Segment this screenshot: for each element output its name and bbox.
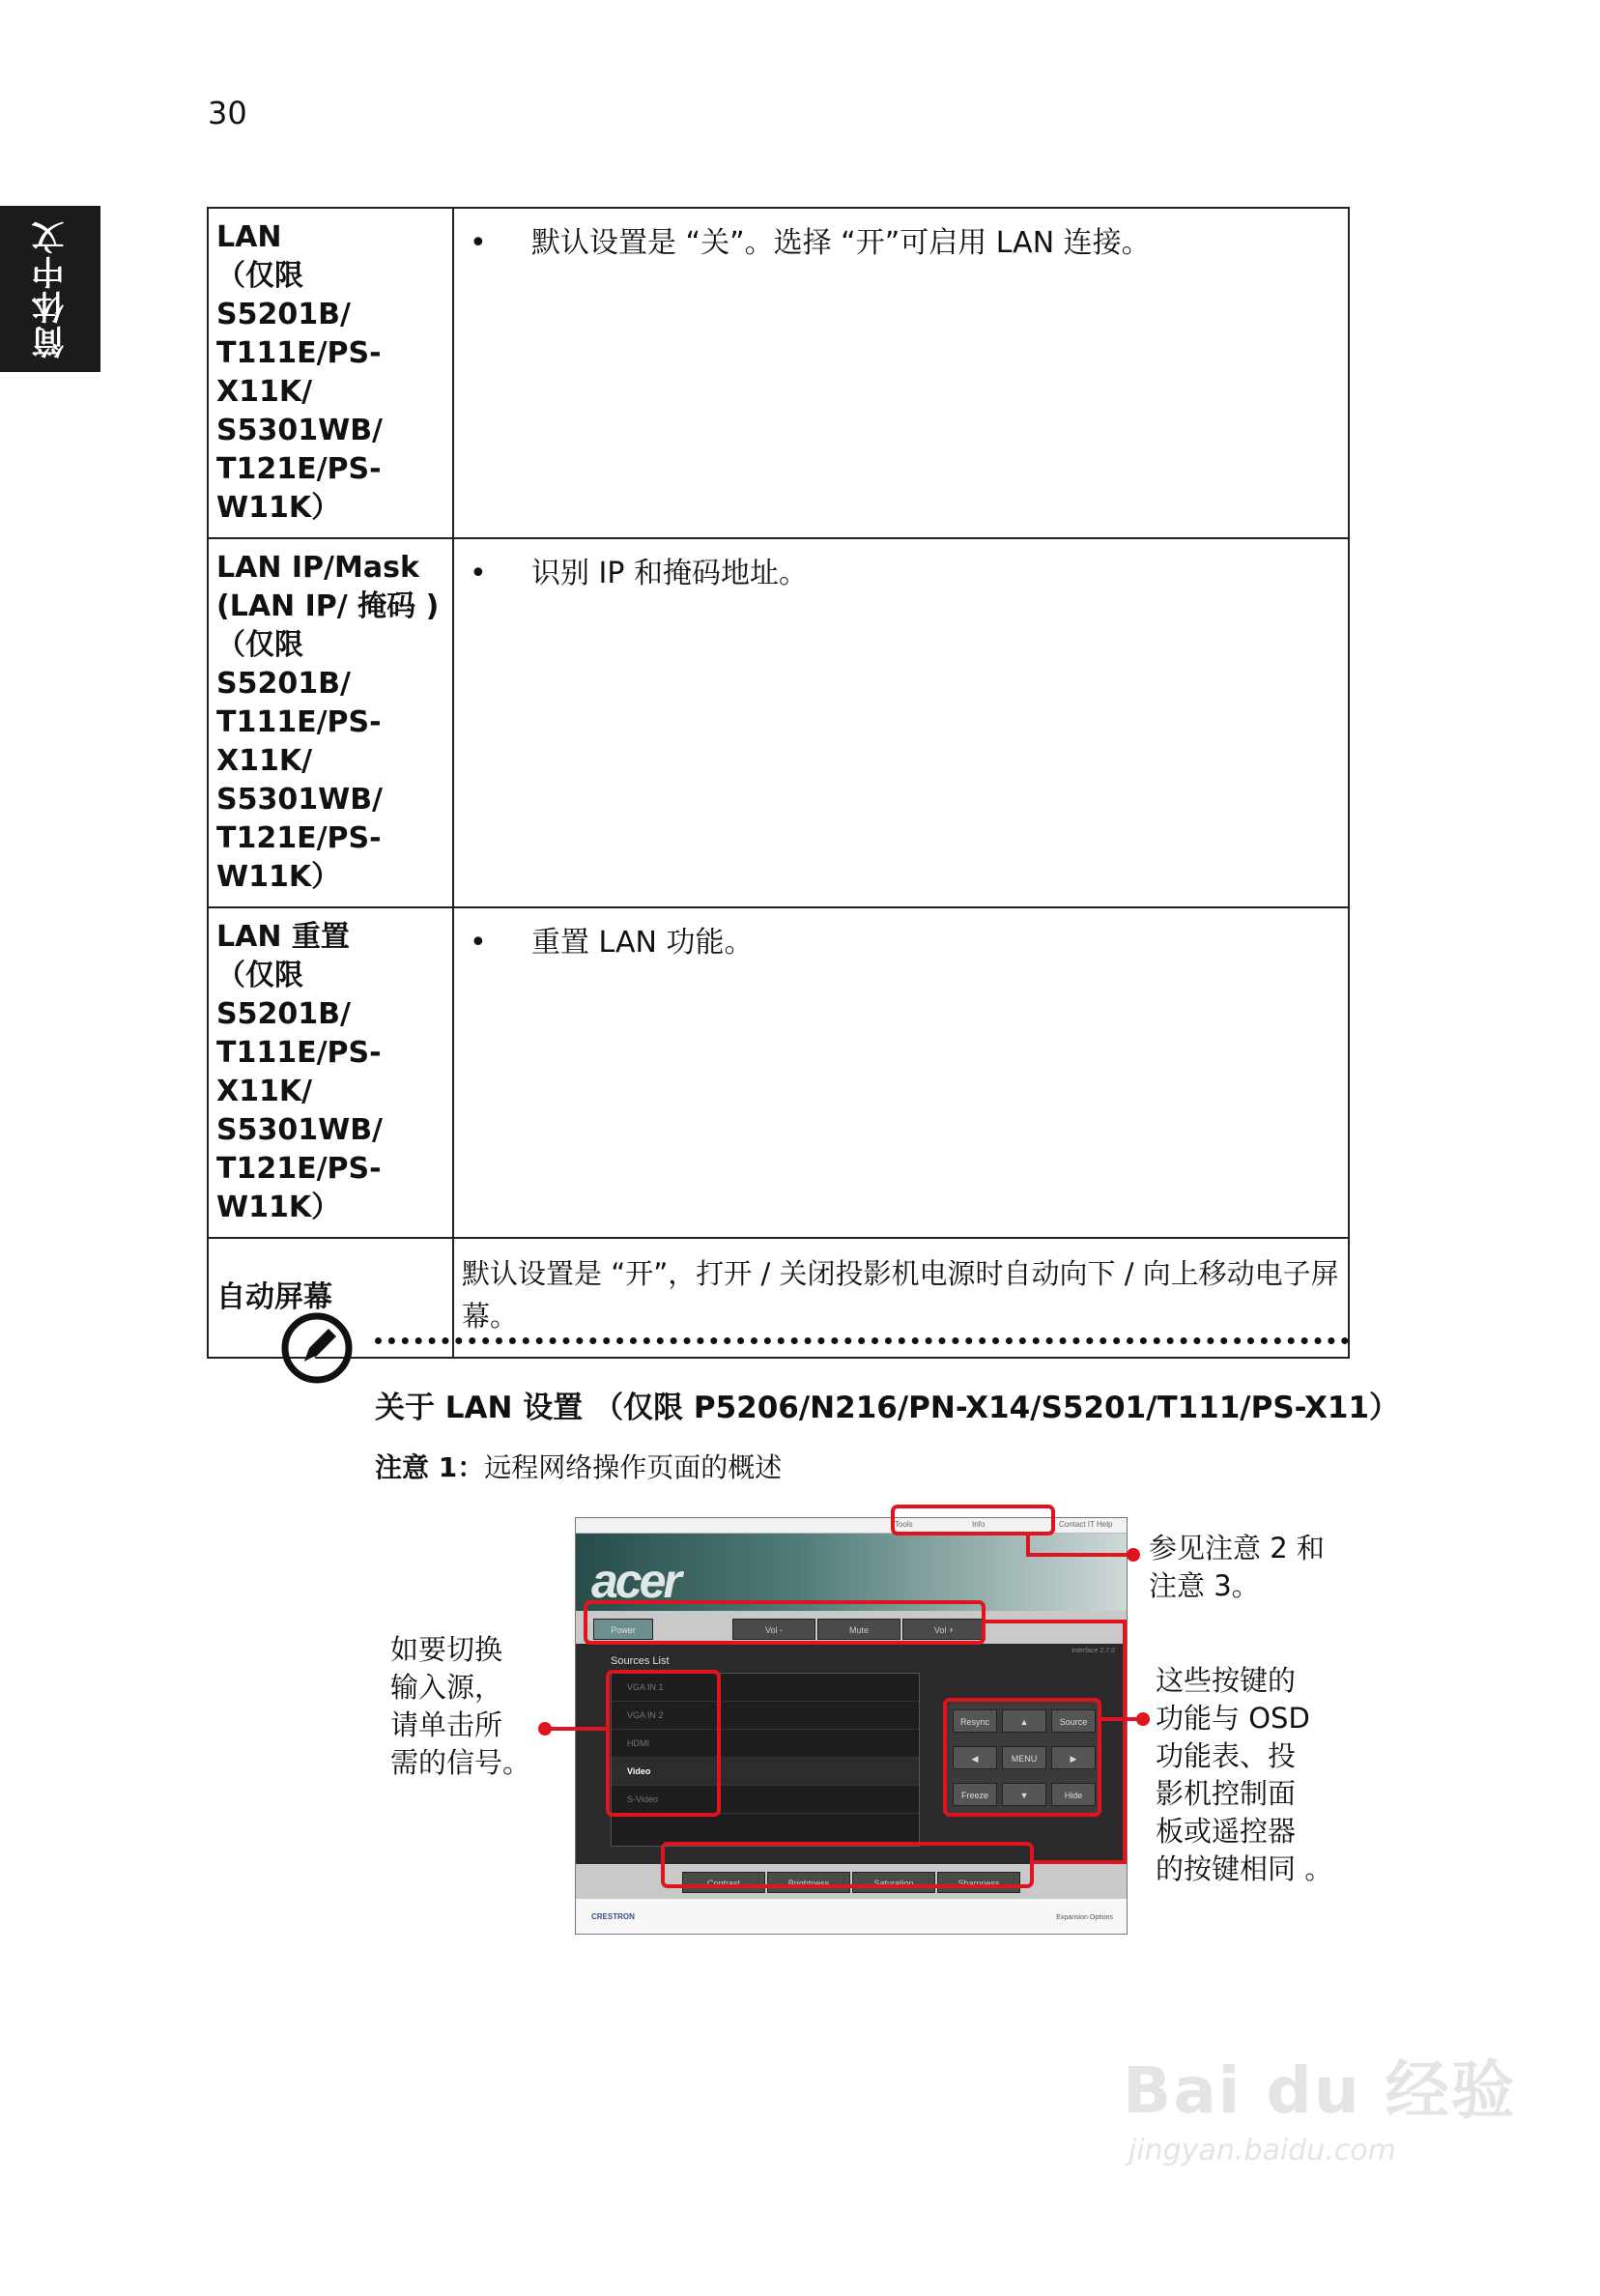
callout-line (1032, 1860, 1127, 1864)
source-s-video[interactable]: S-Video (612, 1786, 919, 1814)
callout-line (1123, 1620, 1127, 1864)
vol-down-button[interactable]: Vol - (732, 1619, 815, 1640)
resync-button[interactable]: Resync (953, 1709, 997, 1733)
hide-button[interactable]: Hide (1051, 1783, 1096, 1806)
highlight-nav-buttons (584, 1600, 986, 1645)
setting-desc-text: 重置 LAN 功能。 (531, 926, 754, 960)
callout-line (547, 1727, 608, 1731)
note-pen-icon (280, 1311, 354, 1385)
contact-link[interactable]: Contact IT Help (1059, 1520, 1113, 1529)
callout-osd-buttons: 这些按键的 功能与 OSD 功能表、投 影机控制面 板或遥控器 的按键相同 。 (1156, 1664, 1333, 1885)
saturation-button[interactable]: Saturation (852, 1872, 935, 1893)
down-button[interactable]: ▼ (1002, 1783, 1046, 1806)
bullet: • (470, 557, 487, 590)
highlight-sources (606, 1670, 721, 1817)
setting-desc-lan-reset (453, 907, 1349, 1238)
crestron-logo: CRESTRON (591, 1912, 635, 1921)
source-button[interactable]: Source (1051, 1709, 1096, 1733)
right-button[interactable]: ▶ (1051, 1746, 1096, 1769)
settings-table (207, 207, 1350, 1359)
callout-see-notes: 参见注意 2 和 注意 3。 (1149, 1532, 1325, 1602)
language-tab-label: 简体中文 (31, 219, 71, 359)
left-button[interactable]: ◀ (953, 1746, 997, 1769)
acer-banner (576, 1534, 1128, 1611)
baidu-watermark-url: jingyan.baidu.com (1129, 2134, 1396, 2167)
table-row (208, 907, 1349, 1238)
callout-dot (1136, 1712, 1150, 1726)
callout-dot (1127, 1548, 1140, 1562)
bullet: • (470, 926, 487, 960)
setting-desc-lan (453, 208, 1349, 538)
note-subtitle (375, 1447, 782, 1485)
callout-line (1026, 1553, 1132, 1557)
contrast-button[interactable]: Contrast (682, 1872, 765, 1893)
page-number: 30 (208, 95, 247, 131)
source-vga-in-2[interactable]: VGA IN 2 (612, 1702, 919, 1730)
callout-switch-source: 如要切换 输入源， 请单击所 需的信号。 (390, 1633, 531, 1779)
freeze-button[interactable]: Freeze (953, 1783, 997, 1806)
tools-link[interactable]: Tools (895, 1520, 913, 1529)
acer-logo: acer (591, 1554, 679, 1608)
callout-line (984, 1620, 1127, 1623)
setting-desc-text: 默认设置是 “关”。选择 “开”可启用 LAN 连接。 (531, 226, 1151, 260)
baidu-watermark: Bai du 经验 (1123, 2053, 1517, 2128)
table-row (208, 208, 1349, 538)
mute-button[interactable]: Mute (817, 1619, 900, 1640)
note-subtitle-text: 远程网络操作页面的概述 (484, 1451, 783, 1483)
setting-desc-auto-screen: 默认设置是 “开”，打开 / 关闭投影机电源时自动向下 / 向上移动电子屏幕。 (453, 1238, 1349, 1358)
source-vga-in-1[interactable]: VGA IN 1 (612, 1674, 919, 1702)
table-row (208, 538, 1349, 907)
screenshot-footer (576, 1899, 1128, 1935)
bullet: • (470, 226, 487, 260)
note-subtitle-label: 注意 1： (375, 1451, 485, 1483)
setting-label-lan-ip-mask: LAN IP/Mask (LAN IP/ 掩码 ) （仅限 S5201B/ T111E/PS-X11K/ S5301WB/ T121E/PS- W11K） (208, 538, 453, 907)
up-button[interactable]: ▲ (1002, 1709, 1046, 1733)
note-divider (375, 1337, 1349, 1344)
setting-label-auto-screen: 自动屏幕 (208, 1238, 453, 1358)
source-video[interactable]: Video (612, 1758, 919, 1786)
language-tab (0, 206, 100, 372)
setting-label-lan: LAN （仅限 S5201B/ T111E/PS-X11K/ S5301WB/ T121E/PS- W11K） (208, 208, 453, 538)
setting-desc-text: 识别 IP 和掩码地址。 (531, 557, 809, 590)
setting-desc-lan-ip-mask (453, 538, 1349, 907)
power-button[interactable]: Power (593, 1619, 653, 1640)
highlight-control-pad (943, 1698, 1101, 1817)
note-title: 关于 LAN 设置 （仅限 P5206/N216/PN-X14/S5201/T111/PS-X11） (375, 1391, 1400, 1425)
sharpness-button[interactable]: Sharpness (937, 1872, 1020, 1893)
source-hdmi[interactable]: HDMI (612, 1730, 919, 1758)
vol-up-button[interactable]: Vol + (902, 1619, 986, 1640)
interface-version: Interface 2.7.0 (1071, 1648, 1115, 1654)
sources-list-title: Sources List (611, 1655, 670, 1667)
callout-dot (538, 1722, 552, 1736)
menu-button[interactable]: MENU (1002, 1746, 1046, 1769)
info-link[interactable]: Info (972, 1520, 986, 1529)
expansion-options-link[interactable]: Expansion Options (1056, 1914, 1113, 1921)
setting-label-lan-reset: LAN 重置 （仅限 S5201B/ T111E/PS-X11K/ S5301WB/ T121E/PS- W11K） (208, 907, 453, 1238)
highlight-adjust-buttons (661, 1842, 1034, 1888)
brightness-button[interactable]: Brightness (767, 1872, 850, 1893)
highlight-top-links (891, 1505, 1055, 1535)
